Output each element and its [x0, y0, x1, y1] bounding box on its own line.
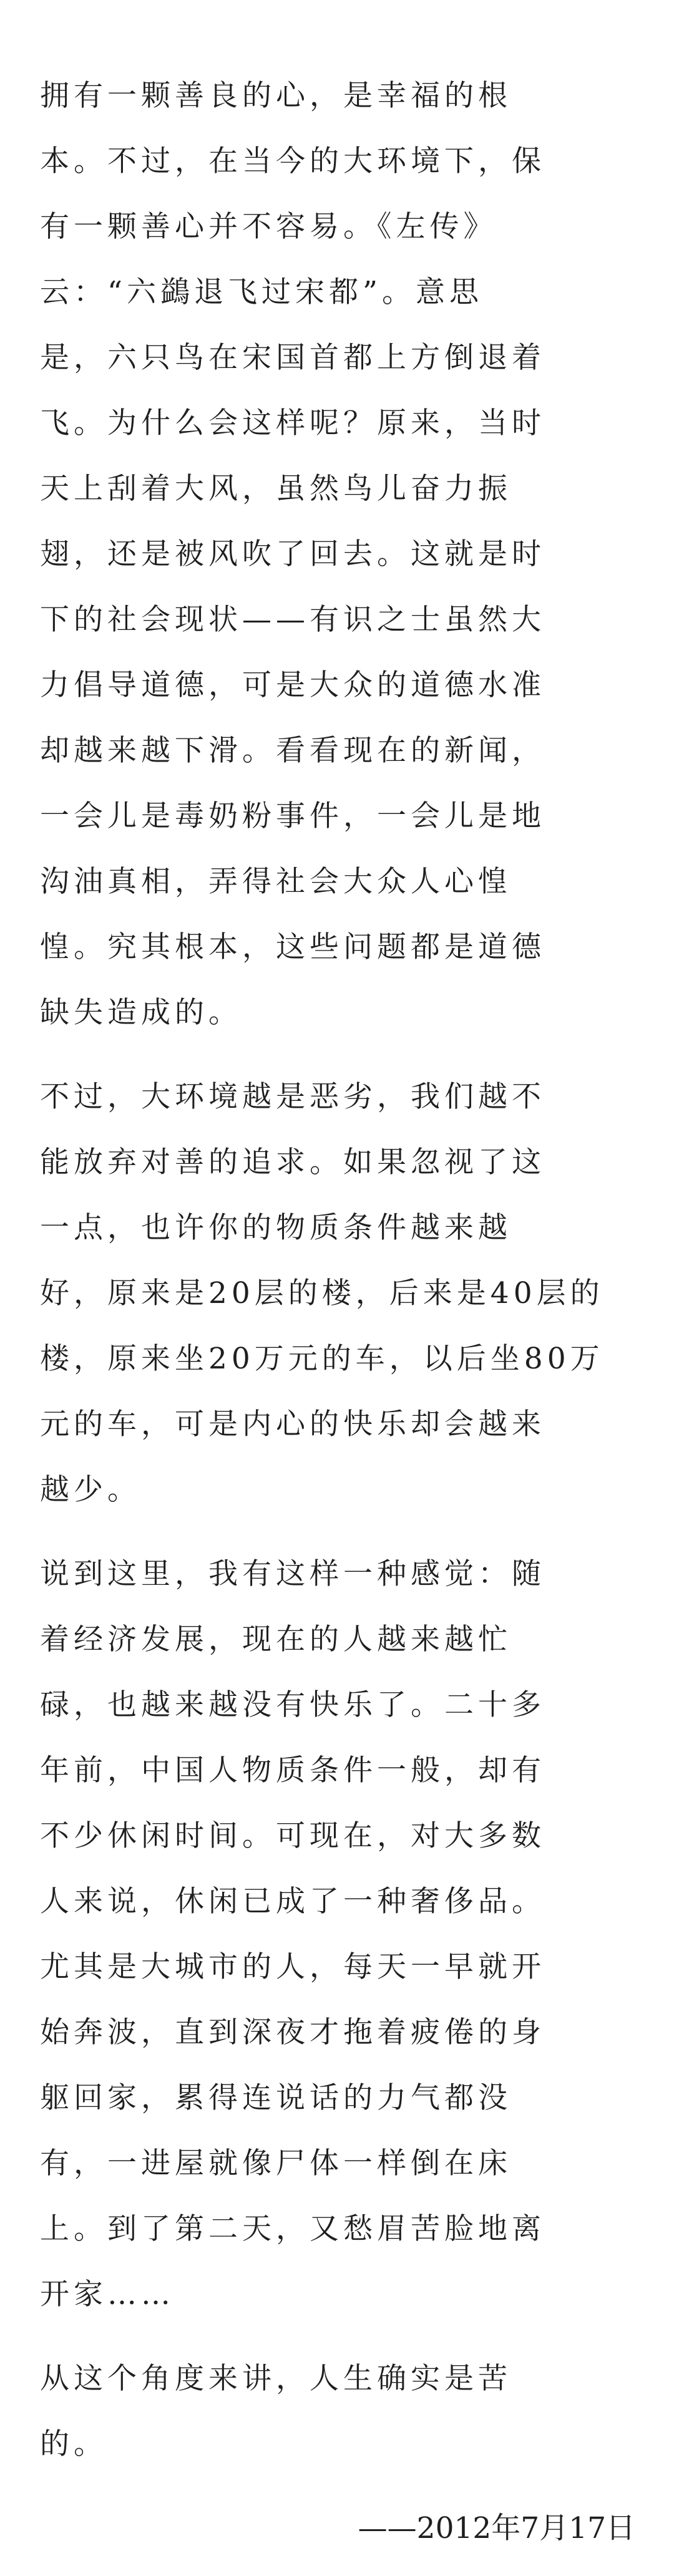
- text-line: 一会儿是毒奶粉事件，一会儿是地: [40, 799, 545, 833]
- text-line: 是，六只鸟在宋国首都上方倒退着: [40, 341, 545, 375]
- text-line: 尤其是大城市的人，每天一早就开: [40, 1950, 545, 1984]
- text-line: 越少。: [40, 1473, 141, 1507]
- text-line: 却越来越下滑。看看现在的新闻，: [40, 734, 545, 768]
- text-line: 人来说，休闲已成了一种奢侈品。: [40, 1884, 545, 1919]
- text-line: 躯回家，累得连说话的力气都没: [40, 2081, 512, 2115]
- text-line: 力倡导道德，可是大众的道德水准: [40, 668, 545, 702]
- text-line: 年前，中国人物质条件一般，却有: [40, 1753, 545, 1788]
- text-line: 开家……: [40, 2277, 175, 2312]
- text-line: 的。: [40, 2427, 107, 2461]
- text-line: 不过，大环境越是恶劣，我们越不: [40, 1080, 545, 1114]
- text-line: 缺失造成的。: [40, 995, 242, 1030]
- text-line: 下的社会现状——有识之士虽然大: [40, 603, 545, 637]
- text-line: 始奔波，直到深夜才拖着疲倦的身: [40, 2015, 545, 2050]
- text-line: 碌，也越来越没有快乐了。二十多: [40, 1688, 545, 1722]
- text-line: 有一颗善心并不容易。《左传》: [40, 210, 497, 244]
- text-line: 不少休闲时间。可现在，对大多数: [40, 1819, 545, 1853]
- text-line: 一点，也许你的物质条件越来越: [40, 1211, 512, 1245]
- text-line: 楼，原来坐20万元的车，以后坐80万: [40, 1342, 604, 1376]
- text-line: 云：“六鷁退飞过宋都”。意思: [40, 275, 484, 309]
- text-line: 惶。究其根本，这些问题都是道德: [40, 930, 545, 964]
- text-line: 飞。为什么会这样呢？原来，当时: [40, 406, 545, 440]
- text-line: 元的车，可是内心的快乐却会越来: [40, 1407, 545, 1441]
- text-line: 上。到了第二天，又愁眉苦脸地离: [40, 2212, 545, 2246]
- text-line: 翅，还是被风吹了回去。这就是时: [40, 537, 545, 571]
- text-line: 好，原来是20层的楼，后来是40层的: [40, 1276, 604, 1310]
- text-line: 从这个角度来讲，人生确实是苦: [40, 2361, 512, 2396]
- text-line: 说到这里，我有这样一种感觉：随: [40, 1557, 545, 1591]
- text-line: 能放弃对善的追求。如果忽视了这: [40, 1145, 545, 1179]
- text-line: 本。不过，在当今的大环境下，保: [40, 144, 545, 178]
- text-line: 着经济发展，现在的人越来越忙: [40, 1622, 512, 1657]
- signature-date: ——2012年7月17日: [358, 2511, 635, 2545]
- text-line: 有，一进屋就像尸体一样倒在床: [40, 2146, 512, 2181]
- text-line: 沟油真相，弄得社会大众人心惶: [40, 864, 512, 899]
- text-line: 天上刮着大风，虽然鸟儿奋力振: [40, 472, 512, 506]
- text-line: 拥有一颗善良的心，是幸福的根: [40, 79, 512, 113]
